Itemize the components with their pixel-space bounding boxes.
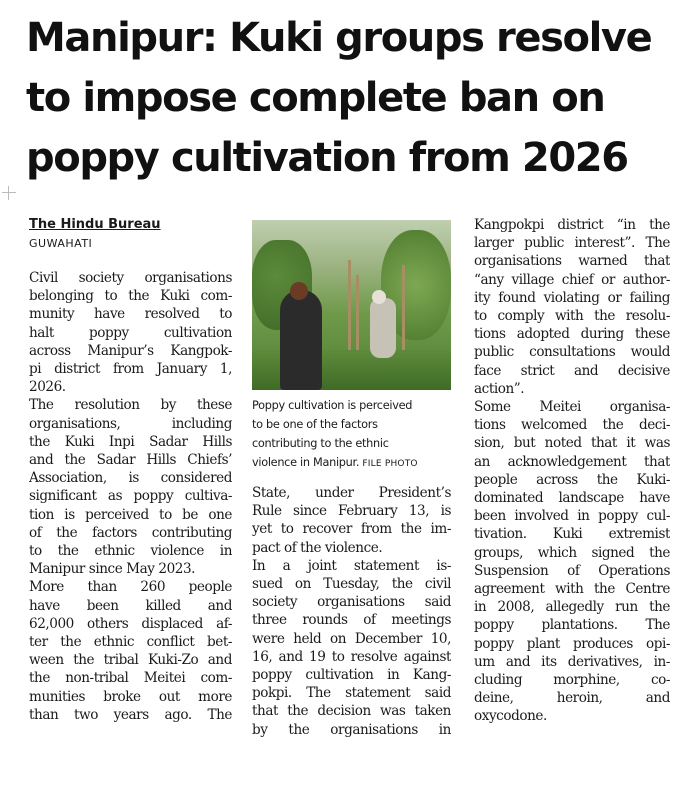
text-line: pact of the violence. <box>252 539 383 556</box>
column-body <box>474 216 670 726</box>
text-line: to comply with the resolu- <box>474 308 670 325</box>
text-line: to the ethnic violence in <box>29 543 232 560</box>
text-line: have been killed and <box>29 597 232 614</box>
caption-line <box>252 453 451 474</box>
text-line: significant as poppy cultiva- <box>29 488 232 505</box>
text-line: by the organisations in <box>252 721 451 738</box>
text-line: tivation. Kuki extremist <box>474 526 670 543</box>
text-line: dominated landscape have <box>474 490 670 507</box>
text-line: munities broke out more <box>29 688 232 705</box>
text-line: 16, and 19 to resolve against <box>252 648 451 665</box>
text-line: Manipur since May 2023. <box>29 561 196 578</box>
text-line: agreement with the Centre <box>474 581 670 598</box>
text-line: groups, which signed the <box>474 544 670 561</box>
headline-line: Manipur: Kuki groups resolve <box>26 15 652 61</box>
text-line: action”. <box>474 380 525 397</box>
text-line: belonging to the Kuki com- <box>29 288 232 305</box>
text-line: ity found violating or failing <box>474 289 670 306</box>
text-line: oxycodone. <box>474 708 547 725</box>
text-line: organisations warned that <box>474 253 670 270</box>
text-line: Rule since February 13, is <box>252 503 451 520</box>
text-line: munity have resolved to <box>29 306 232 323</box>
text-line: the non-tribal Meitei com- <box>29 670 232 687</box>
headline-line: poppy cultivation from 2026 <box>26 135 628 181</box>
photo-credit: FILE PHOTO <box>362 459 418 469</box>
text-line: The resolution by these <box>29 397 232 414</box>
text-line: cluding morphine, co- <box>474 672 670 689</box>
text-line: were held on December 10, <box>252 630 451 647</box>
caption-line: Poppy cultivation is perceived <box>252 399 413 412</box>
text-line: um and its derivatives, in- <box>474 653 670 670</box>
crop-mark <box>2 186 16 200</box>
text-line: poppy plant produces opi- <box>474 635 670 652</box>
text-line: sued on Tuesday, the civil <box>252 576 451 593</box>
caption-text: violence in Manipur. <box>252 456 360 469</box>
news-photo <box>252 220 451 390</box>
text-line: Kangpokpi district “in the <box>474 217 670 233</box>
text-line: and the Sadar Hills Chiefs’ <box>29 452 232 469</box>
text-line: larger public interest”. The <box>474 235 670 252</box>
text-line: poppy plantations. The <box>474 617 670 634</box>
text-line: ter the ethnic conflict bet- <box>29 634 232 651</box>
byline: The Hindu Bureau <box>29 217 161 232</box>
caption-line: contributing to the ethnic <box>252 437 389 450</box>
text-line: ween the tribal Kuki-Zo and <box>29 652 232 669</box>
text-line: face strict and decisive <box>474 362 670 379</box>
column-body <box>252 484 451 739</box>
text-line: pokpi. The statement said <box>252 685 451 702</box>
text-line: in 2008, allegedly run the <box>474 599 670 616</box>
text-line: halt poppy cultivation <box>29 324 232 341</box>
text-line: sion, but noted that it was <box>474 435 670 452</box>
text-line: people across the Kuki- <box>474 471 670 488</box>
text-line: deine, heroin, and <box>474 690 670 707</box>
text-line: poppy cultivation in Kang- <box>252 667 451 684</box>
text-line: than two years ago. The <box>29 706 232 723</box>
text-line: yet to recover from the im- <box>252 521 451 538</box>
text-line: of the factors contributing <box>29 524 232 541</box>
text-line: Suspension of Operations <box>474 562 670 579</box>
text-line: an acknowledgement that <box>474 453 670 470</box>
text-line: 2026. <box>29 379 66 396</box>
text-line: the Kuki Inpi Sadar Hills <box>29 433 232 450</box>
caption-line: to be one of the factors <box>252 418 378 431</box>
text-line: three rounds of meetings <box>252 612 451 629</box>
text-line: Association, is considered <box>29 470 232 487</box>
article-column-2 <box>252 216 451 739</box>
text-line: Some Meitei organisa- <box>474 399 670 416</box>
dateline: GUWAHATI <box>29 237 93 250</box>
text-line: In a joint statement is- <box>252 557 451 574</box>
article-column-1 <box>29 216 232 724</box>
text-line: society organisations said <box>252 594 451 611</box>
text-line: been involved in poppy cul- <box>474 508 670 525</box>
text-line: 62,000 others displaced af- <box>29 615 232 632</box>
text-line: “any village chief or author- <box>474 271 670 288</box>
text-line: tions welcomed the deci- <box>474 417 670 434</box>
headline <box>26 8 666 188</box>
text-line: More than 260 people <box>29 579 232 596</box>
text-line: across Manipur’s Kangpok- <box>29 342 232 359</box>
text-line: public consultations would <box>474 344 670 361</box>
text-line: that the decision was taken <box>252 703 451 720</box>
text-line: pi district from January 1, <box>29 361 232 378</box>
article-column-3 <box>474 216 670 726</box>
column-body <box>29 269 232 724</box>
headline-line: to impose complete ban on <box>26 75 605 121</box>
text-line: organisations, including <box>29 415 232 432</box>
text-line: State, under President’s <box>252 485 451 501</box>
photo-caption <box>252 396 451 474</box>
text-line: tions adopted during these <box>474 326 670 343</box>
text-line: tion is perceived to be one <box>29 506 232 523</box>
text-line: Civil society organisations <box>29 270 232 286</box>
